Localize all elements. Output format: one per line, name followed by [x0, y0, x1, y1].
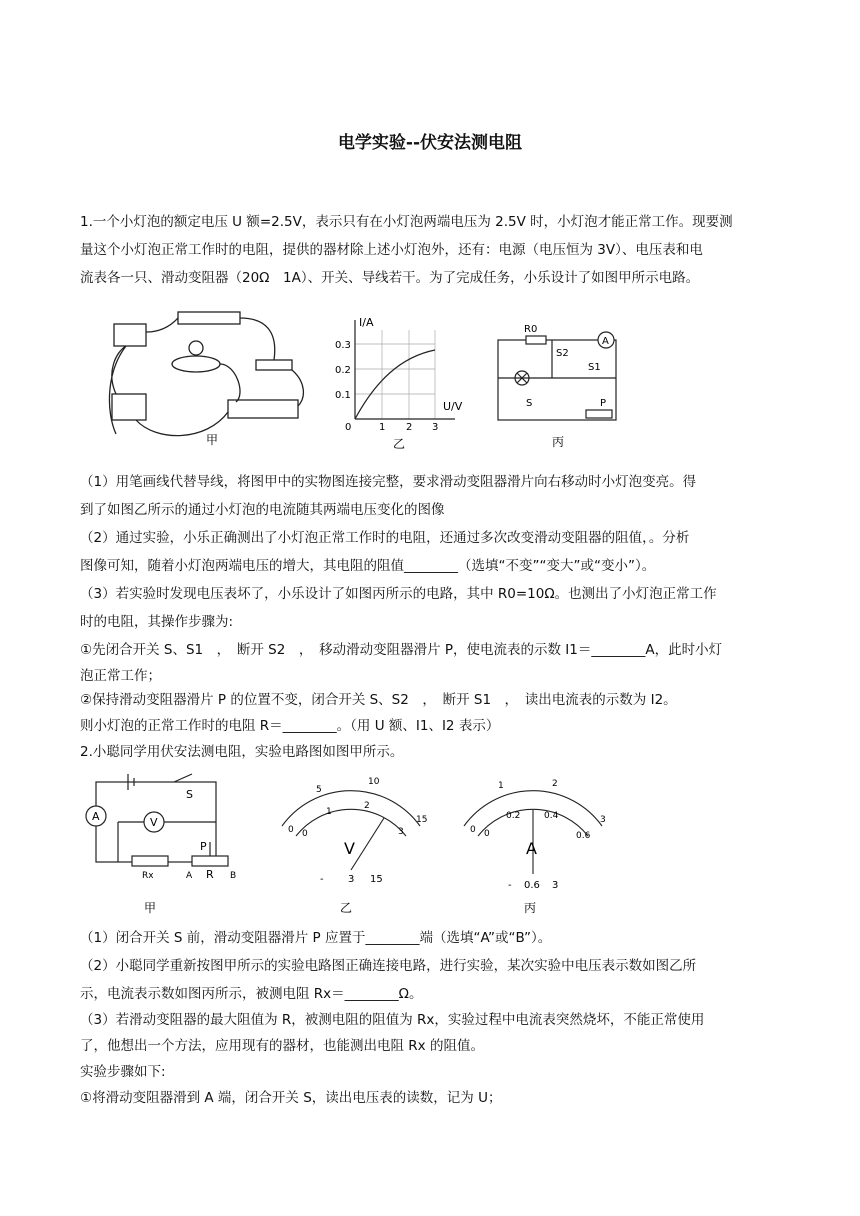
ammeter-symbol: A [92, 810, 100, 823]
q2-part1: （1）闭合开关 S 前，滑动变阻器滑片 P 应置于________端（选填“A”或“B”）。 [80, 930, 552, 946]
voltmeter-symbol: V [150, 816, 158, 829]
q1-part3: 时的电阻，其操作步骤为: [80, 614, 234, 630]
graph-ylabel: I/A [359, 316, 374, 329]
q1-part2: （2）通过实验，小乐正确测出了小灯泡正常工作时的电阻，还通过多次改变滑动变阻器的阻值，。分析 [80, 530, 690, 546]
scale-label: 2 [364, 801, 370, 811]
figure-caption: 丙 [552, 435, 565, 449]
scale-label: 0.6 [576, 831, 591, 841]
terminal-b: B [230, 871, 237, 881]
scale-label: 3 [398, 827, 404, 837]
q2-figure-yi-voltmeter [266, 770, 436, 920]
scale-label: 0.4 [544, 811, 559, 821]
terminal-label: - [320, 874, 324, 885]
figure-jia-apparatus [96, 302, 316, 452]
q2-figure-jia-circuit [82, 770, 252, 920]
label-r0: R0 [524, 324, 538, 335]
figure-caption: 丙 [524, 901, 537, 915]
q1-part1: （1）用笔画线代替导线，将图甲中的实物图连接完整，要求滑动变阻器滑片向右移动时小灯泡变亮。得 [80, 474, 697, 490]
q2-part2: 示，电流表示数如图丙所示，被测电阻 Rx＝________Ω。 [80, 986, 423, 1002]
q1-text-line: 流表各一只、滑动变阻器（20Ω 1A）、开关、导线若干。为了完成任务，小乐设计了如图甲所示电路。 [80, 270, 700, 286]
x-tick-label: 1 [379, 422, 386, 433]
terminal-label: 3 [348, 874, 355, 885]
y-tick-label: 0.3 [335, 340, 351, 351]
figure-caption: 乙 [393, 437, 406, 451]
scale-label: 0 [302, 829, 308, 839]
x-tick-label: 2 [406, 422, 413, 433]
q1-step3: 则小灯泡的正常工作时的电阻 R＝________。（用 U 额、I1、I2 表示） [80, 718, 500, 734]
scale-label: 0 [288, 825, 294, 835]
y-tick-label: 0.2 [335, 365, 351, 376]
label-s: S [526, 398, 533, 409]
y-tick-label: 0.1 [335, 390, 351, 401]
q2-part3: 了，他想出一个方法，应用现有的器材，也能测出电阻 Rx 的阻值。 [80, 1038, 484, 1054]
label-rx: Rx [142, 871, 154, 881]
q2-steps-heading: 实验步骤如下: [80, 1064, 166, 1080]
scale-label: 5 [316, 785, 322, 795]
scale-label: 3 [600, 815, 606, 825]
label-s: S [186, 788, 193, 801]
label-r: R [206, 868, 214, 881]
scale-label: 15 [416, 815, 428, 825]
q2-step1: ①将滑动变阻器滑到 A 端，闭合开关 S，读出电压表的读数，记为 U； [80, 1090, 502, 1106]
q2-part3: （3）若滑动变阻器的最大阻值为 R，被测电阻的阻值为 Rx，实验过程中电流表突然烧坏，不能正常使用 [80, 1012, 705, 1028]
ammeter-symbol: A [526, 839, 537, 858]
graph-xlabel: U/V [443, 400, 463, 413]
q2-text-line: 2.小聪同学用伏安法测电阻，实验电路图如图甲所示。 [80, 744, 404, 760]
q2-figure-bing-ammeter [448, 770, 618, 920]
q1-part1: 到了如图乙所示的通过小灯泡的电流随其两端电压变化的图像 [80, 502, 445, 518]
q1-text-line: 1.一个小灯泡的额定电压 U 额=2.5V，表示只有在小灯泡两端电压为 2.5V 时，小灯泡才能正常工作。现要测 [80, 214, 733, 230]
terminal-label: 0.6 [524, 880, 540, 891]
label-p: P [600, 398, 607, 409]
scale-label: 2 [552, 779, 558, 789]
q1-part2: 图像可知，随着小灯泡两端电压的增大，其电阻的阻值________（选填“不变”“变大”或“变小”）。 [80, 558, 656, 574]
scale-label: 1 [498, 781, 504, 791]
scale-label: 0 [484, 829, 490, 839]
q1-part3: （3）若实验时发现电压表坏了，小乐设计了如图丙所示的电路，其中 R0=10Ω。也测出了小灯泡正常工作 [80, 586, 717, 602]
q1-text-line: 量这个小灯泡正常工作时的电阻，提供的器材除上述小灯泡外，还有：电源（电压恒为 3V）、电压表和电 [80, 242, 703, 258]
scale-label: 1 [326, 807, 332, 817]
figure-caption: 乙 [340, 901, 353, 915]
voltmeter-symbol: V [344, 839, 355, 858]
q2-part2: （2）小聪同学重新按图甲所示的实验电路图正确连接电路，进行实验，某次实验中电压表示数如图乙所 [80, 958, 697, 974]
x-tick-label: 3 [432, 422, 439, 433]
label-s2: S2 [556, 348, 569, 359]
scale-label: 0.2 [506, 811, 521, 821]
page-title: 电学实验--伏安法测电阻 [337, 133, 523, 153]
figure-bing-circuit [492, 320, 632, 450]
q1-step1: 泡正常工作； [80, 668, 161, 684]
figure-caption: 甲 [144, 901, 157, 915]
terminal-label: 3 [552, 880, 559, 891]
terminal-a: A [186, 871, 193, 881]
label-s1: S1 [588, 362, 601, 373]
scale-label: 0 [470, 825, 476, 835]
terminal-label: - [508, 880, 512, 891]
scale-label: 10 [368, 777, 380, 787]
q1-step1: ①先闭合开关 S、S1 ， 断开 S2 ， 移动滑动变阻器滑片 P，使电流表的示数 I1＝________A，此时小灯 [80, 642, 723, 658]
terminal-label: 15 [370, 874, 383, 885]
figure-caption: 甲 [206, 433, 219, 447]
x-tick-label: 0 [345, 422, 352, 433]
label-p: P [200, 840, 207, 853]
ammeter-symbol: A [602, 336, 609, 347]
q1-step2: ②保持滑动变阻器滑片 P 的位置不变，闭合开关 S、S2 ， 断开 S1 ， 读出电流表的示数为 I2。 [80, 692, 677, 708]
figure-yi-graph [335, 312, 475, 452]
